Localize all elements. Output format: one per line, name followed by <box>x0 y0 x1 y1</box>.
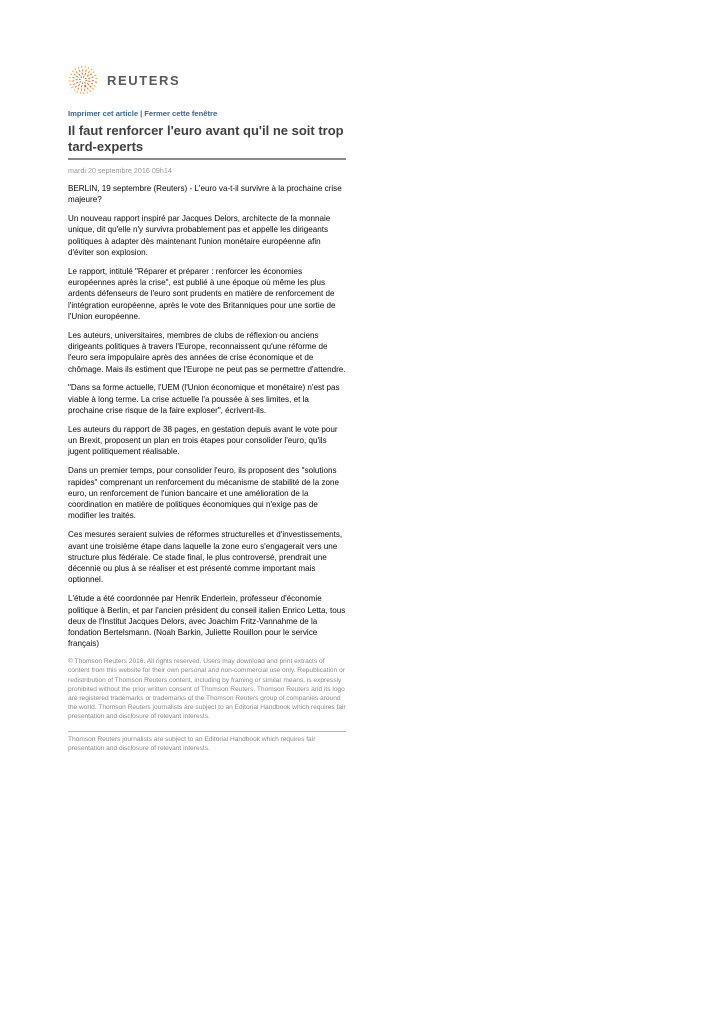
article-paragraph: L'étude a été coordonnée par Henrik Enderlein, professeur d'économie politique à Berlin, et par l'ancien président du conseil italien Enrico Letta, tous deux de l'Institut Jacques Delors, avec Joachim Fritz-Vannahme de la fondation Bertelsmann. (Noah Barkin, Juliette Rouillon pour le service français) <box>68 594 346 649</box>
article-paragraph: BERLIN, 19 septembre (Reuters) - L'euro va-t-il survivre à la prochaine crise majeure? <box>68 184 342 205</box>
article-headline: Il faut renforcer l'euro avant qu'il ne soit trop tard-experts <box>68 123 346 160</box>
article-paragraph: Un nouveau rapport inspiré par Jacques Delors, architecte de la monnaie unique, dit qu'elle n'y survivra probablement pas et appelle les dirigeants politiques à adapter dès maintenant l'union monétaire européenne afin d'éviter son explosion. <box>68 214 331 257</box>
article-paragraph: Dans un premier temps, pour consolider l'euro, ils proposent des "solutions rapides" comprenant un renforcement du mécanisme de stabilité de la zone euro, un renforcement de l'union bancaire et une amélioration de la coordination en matière de politiques économiques qui n'exige pas de modifier les traités. <box>68 466 340 521</box>
copyright-text: © Thomson Reuters 2016. All rights reserved. Users may download and print extracts of content from this website for their own personal and non-commercial use only. Republication or redistribution of Thomson Reuters content, including by framing or similar means, is expressly prohibited without the prior written consent of Thomson Reuters. Thomson Reuters and its logo are registered trademarks or trademarks of the Thomson Reuters group of companies around the world. Thomson Reuters journalists are subject to an Editorial Handbook which requires fair presentation and disclosure of relevant interests. <box>68 658 346 721</box>
article-paragraph: Les auteurs, universitaires, membres de clubs de réflexion ou anciens dirigeants politiques à travers l'Europe, reconnaissent qu'une réforme de l'euro sera impopulaire après des années de crise économique et de chômage. Mais ils estiment que l'Europe ne peut pas se permettre d'attendre. <box>68 330 346 374</box>
article-paragraph: "Dans sa forme actuelle, l'UEM (l'Union économique et monétaire) n'est pas viable à long terme. La crise actuelle l'a poussée à ses limites, et la prochaine crise risque de la faire exploser", écrivent-ils. <box>68 383 340 416</box>
footer-divider <box>68 731 346 732</box>
article-dateline: mardi 20 septembre 2016 09h14 <box>68 166 172 175</box>
reuters-brand <box>68 64 346 96</box>
article-toolbar <box>68 109 346 118</box>
article-column <box>68 64 346 753</box>
reuters-logo-icon <box>68 65 98 95</box>
close-window-link[interactable]: Fermer cette fenêtre <box>144 109 218 118</box>
print-article-link[interactable]: Imprimer cet article <box>68 109 139 118</box>
article-paragraph: Le rapport, intitulé "Réparer et préparer : renforcer les économies européennes après la crise", est publié à une époque où même les plus ardents défenseurs de l'euro sont prudents en matière de renforcement de l'intégration européenne, après le vote des Britanniques pour une sortie de l'Union européenne. <box>68 266 336 321</box>
article-paragraph: Ces mesures seraient suivies de réformes structurelles et d'investissements, avant une troisième étape dans laquelle la zone euro s'engagerait vers une structure plus fédérale. Ce stade final, le plus controversé, prendrait une décennie ou plus à se réaliser et est présenté comme important mais optionnel. <box>68 530 343 585</box>
footer-note: Thomson Reuters journalists are subject to an Editorial Handbook which requires fair presentation and disclosure of relevant interests. <box>68 735 316 752</box>
article-body <box>68 183 346 650</box>
link-separator: | <box>140 109 143 118</box>
article-paragraph: Les auteurs du rapport de 38 pages, en gestation depuis avant le vote pour un Brexit, proposent un plan en trois étapes pour consolider l'euro, qu'ils jugent politiquement réalisable. <box>68 424 338 457</box>
reuters-wordmark: REUTERS <box>107 72 181 88</box>
